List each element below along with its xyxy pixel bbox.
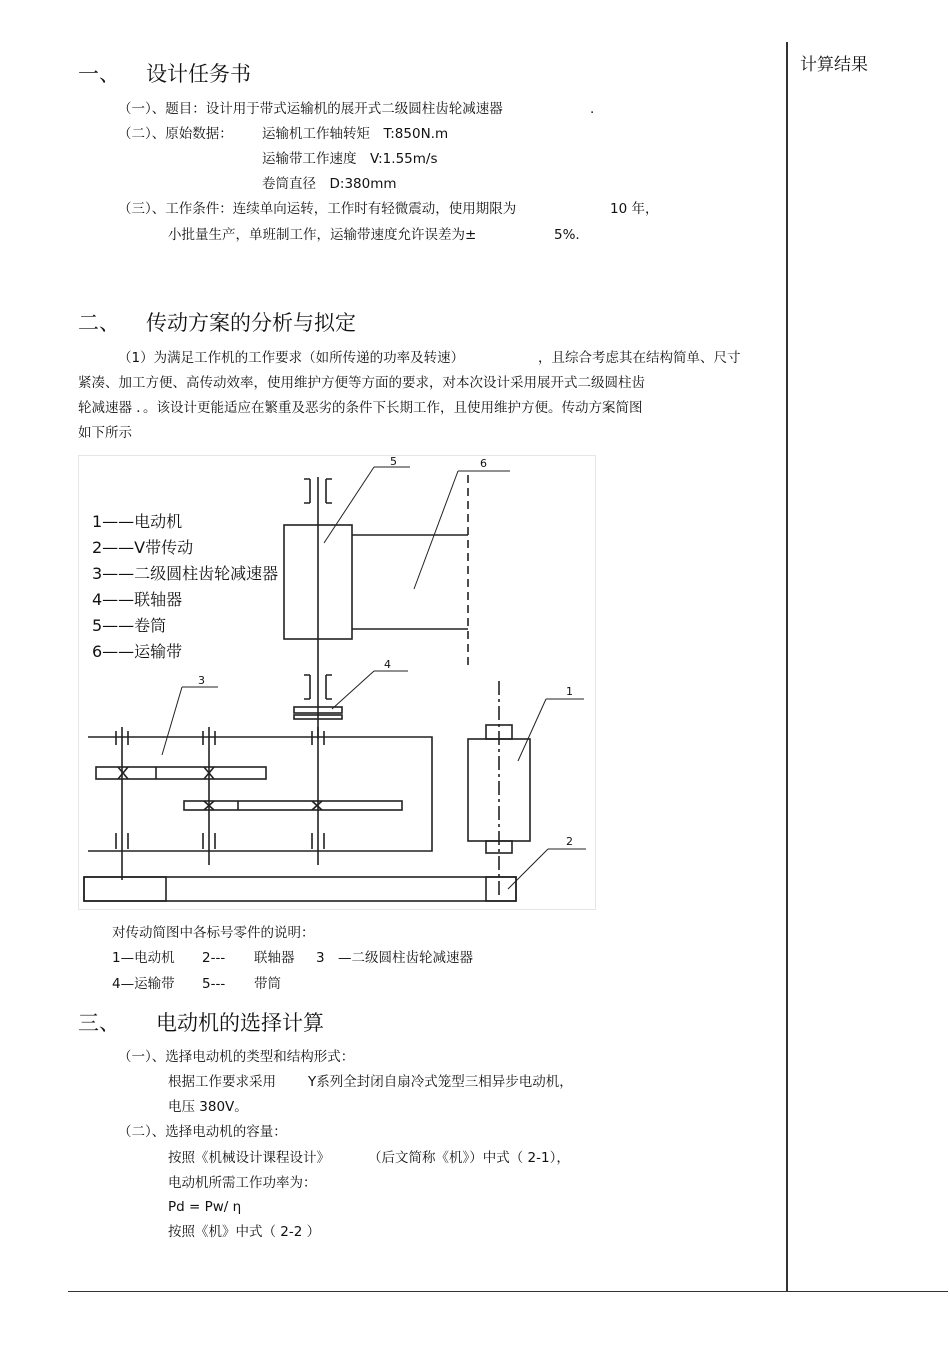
right-column-divider bbox=[786, 42, 788, 1292]
leader-2 bbox=[508, 849, 548, 889]
housing-lower-bearings bbox=[116, 833, 324, 849]
callout-3: 3 bbox=[198, 674, 205, 687]
legend-item-3: 3——二级圆柱齿轮减速器 bbox=[92, 564, 279, 583]
leader-4 bbox=[332, 671, 374, 709]
legend-item-4: 4——联轴器 bbox=[92, 590, 183, 609]
parts-row1-num2: 2--- bbox=[202, 950, 226, 966]
callout-1: 1 bbox=[566, 685, 573, 698]
parts-row1-coupling: 联轴器 bbox=[254, 950, 295, 966]
reference-book: 按照《机械设计课程设计》 bbox=[168, 1150, 330, 1166]
housing-upper-bearings bbox=[116, 731, 324, 745]
reference-formula-2-1: （后文简称《机》）中式（ 2-1）， bbox=[368, 1150, 570, 1166]
analysis-para-line-1b: ，且综合考虑其在结构简单、尺寸 bbox=[538, 350, 741, 366]
leader-6 bbox=[414, 471, 458, 589]
parts-row1-motor: 1—电动机 bbox=[112, 950, 175, 966]
parts-row2-drum: 带筒 bbox=[254, 976, 281, 992]
callout-2: 2 bbox=[566, 835, 573, 848]
parts-row2-num5: 5--- bbox=[202, 976, 226, 992]
motor-capacity-heading: （二）、选择电动机的容量： bbox=[118, 1124, 287, 1140]
section2-title: 传动方案的分析与拟定 bbox=[146, 311, 356, 335]
transmission-scheme-svg bbox=[78, 455, 596, 910]
section2-heading bbox=[78, 307, 356, 337]
parts-row1-num3: 3 bbox=[316, 950, 325, 966]
section3-title: 电动机的选择计算 bbox=[156, 1011, 324, 1035]
conditions-line-1: （三）、工作条件：连续单向运转，工作时有轻微震动，使用期限为 bbox=[118, 201, 517, 217]
reference-formula-2-2: 按照《机》中式（ 2-2 ） bbox=[168, 1224, 321, 1240]
results-column-title: 计算结果 bbox=[800, 55, 868, 75]
topic-end: . bbox=[590, 101, 595, 117]
section2-number: 二、 bbox=[78, 311, 120, 335]
bottom-rule bbox=[68, 1291, 948, 1292]
gear-marks-2 bbox=[204, 801, 322, 810]
gearbox-housing bbox=[88, 737, 432, 851]
legend-item-1: 1——电动机 bbox=[92, 512, 183, 531]
legend-item-2: 2——V带传动 bbox=[92, 538, 194, 557]
transmission-scheme-diagram bbox=[78, 455, 596, 910]
leader-3 bbox=[162, 687, 182, 755]
required-power-label: 电动机所需工作功率为： bbox=[168, 1175, 317, 1191]
parts-description-title: 对传动简图中各标号零件的说明： bbox=[112, 925, 315, 941]
motor-voltage: 电压 380V。 bbox=[168, 1099, 248, 1115]
small-pulley bbox=[84, 877, 166, 901]
analysis-para-line-3: 轮减速器 ．。该设计更能适应在繁重及恶劣的条件下长期工作，且使用维护方便。传动方案简图 bbox=[78, 400, 643, 416]
large-pulley bbox=[486, 877, 516, 901]
original-data-label: （二）、原始数据： bbox=[118, 126, 233, 142]
legend-item-6: 6——运输带 bbox=[92, 642, 183, 661]
motor-type-line-1b: Y系列全封闭自扇冷式笼型三相异步电动机， bbox=[308, 1074, 573, 1090]
motor-type-heading: （一）、选择电动机的类型和结构形式： bbox=[118, 1049, 355, 1065]
parts-row2-belt: 4—运输带 bbox=[112, 976, 175, 992]
section1-title: 设计任务书 bbox=[146, 62, 251, 86]
legend-item-5: 5——卷筒 bbox=[92, 616, 167, 635]
analysis-para-line-4: 如下所示 bbox=[78, 425, 132, 441]
callout-4: 4 bbox=[384, 658, 391, 671]
speed-value: 运输带工作速度 V:1.55m/s bbox=[262, 151, 438, 167]
leader-1 bbox=[518, 699, 546, 761]
torque-value: 运输机工作轴转矩 T:850N.m bbox=[262, 126, 449, 142]
analysis-para-line-1a: （1）为满足工作机的工作要求（如所传递的功率及转速） bbox=[118, 350, 465, 366]
low-speed-gear-pair bbox=[184, 801, 402, 810]
callout-5: 5 bbox=[390, 455, 397, 468]
power-formula: Pd = Pw/ η bbox=[168, 1199, 242, 1215]
section1-heading bbox=[78, 58, 251, 88]
section3-number: 三、 bbox=[78, 1011, 120, 1035]
service-life: 10 年， bbox=[610, 201, 659, 217]
parts-row1-reducer: —二级圆柱齿轮减速器 bbox=[338, 950, 473, 966]
analysis-para-line-2: 紧凑、加工方便、高传动效率，使用维护方便等方面的要求，对本次设计采用展开式二级圆柱齿 bbox=[78, 375, 645, 391]
callout-6: 6 bbox=[480, 457, 487, 470]
section3-heading bbox=[78, 1007, 324, 1037]
topic-line: （一）、题目：设计用于带式运输机的展开式二级圆柱齿轮减速器 bbox=[118, 101, 503, 117]
speed-tolerance: 5%. bbox=[554, 227, 580, 243]
drum-diameter-value: 卷筒直径 D:380mm bbox=[262, 176, 397, 192]
section1-number: 一、 bbox=[78, 62, 120, 86]
v-belt bbox=[84, 877, 516, 901]
motor-type-line-1a: 根据工作要求采用 bbox=[168, 1074, 276, 1090]
gear-marks-1 bbox=[118, 767, 214, 779]
conditions-line-2: 小批量生产，单班制工作，运输带速度允许误差为± bbox=[168, 227, 477, 243]
